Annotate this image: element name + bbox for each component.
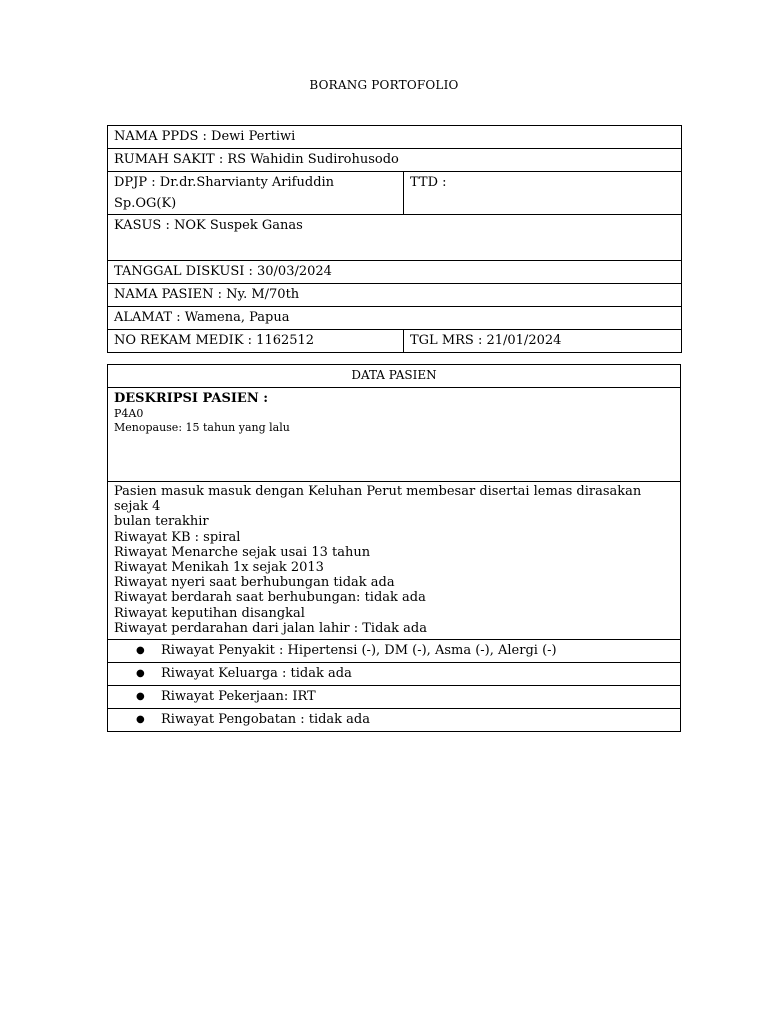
table-row (108, 686, 681, 709)
history-line: Riwayat keputihan disangkal (114, 605, 305, 621)
page-title: BORANG PORTOFOLIO (309, 78, 459, 92)
bullet-item-riwayat-pengobatan (108, 709, 681, 732)
rumah-sakit-cell: RUMAH SAKIT : RS Wahidin Sudirohusodo (108, 149, 682, 172)
history-line: Riwayat nyeri saat berhubungan tidak ada (114, 575, 395, 591)
ttd-cell: TTD : (404, 172, 682, 215)
bullet-icon: ● (136, 668, 145, 679)
bullet-text: Riwayat Keluarga : tidak ada (161, 666, 352, 681)
table-row (108, 307, 682, 330)
table-row (108, 663, 681, 686)
history-line: Riwayat KB : spiral (114, 529, 241, 545)
deskripsi-line: Menopause: 15 tahun yang lalu (114, 421, 290, 434)
history-line: Riwayat berdarah saat berhubungan: tidak ada (114, 590, 426, 606)
history-line: Riwayat Menikah 1x sejak 2013 (114, 560, 324, 576)
info-table (107, 125, 682, 353)
table-row (108, 284, 682, 307)
table-row (108, 365, 681, 388)
history-line: Riwayat perdarahan dari jalan lahir : Tidak ada (114, 620, 427, 636)
table-row (108, 215, 682, 261)
nama-pasien-cell: NAMA PASIEN : Ny. M/70th (108, 284, 682, 307)
tanggal-diskusi-cell: TANGGAL DISKUSI : 30/03/2024 (108, 261, 682, 284)
data-pasien-header: DATA PASIEN (108, 365, 681, 388)
table-row (108, 388, 681, 482)
bullet-text: Riwayat Penyakit : Hipertensi (-), DM (-), Asma (-), Alergi (-) (161, 643, 557, 658)
table-row (108, 330, 682, 353)
tgl-mrs-cell: TGL MRS : 21/01/2024 (404, 330, 682, 353)
deskripsi-cell (108, 388, 681, 482)
table-row (108, 640, 681, 663)
table-row (108, 482, 681, 640)
table-row (108, 172, 682, 215)
table-row (108, 709, 681, 732)
bullet-item-riwayat-pekerjaan (108, 686, 681, 709)
bullet-icon: ● (136, 714, 145, 725)
alamat-cell: ALAMAT : Wamena, Papua (108, 307, 682, 330)
bullet-icon: ● (136, 691, 145, 702)
history-line: Riwayat Menarche sejak usai 13 tahun (114, 544, 371, 560)
table-row (108, 126, 682, 149)
deskripsi-title: DESKRIPSI PASIEN : (114, 391, 269, 406)
bullet-text: Riwayat Pekerjaan: IRT (161, 689, 316, 704)
table-row (108, 149, 682, 172)
nama-ppds-cell: NAMA PPDS : Dewi Pertiwi (108, 126, 682, 149)
deskripsi-line: P4A0 (114, 407, 144, 420)
bullet-text: Riwayat Pengobatan : tidak ada (161, 712, 371, 727)
data-pasien-table (107, 364, 681, 732)
history-line: bulan terakhir (114, 514, 209, 530)
kasus-cell: KASUS : NOK Suspek Ganas (108, 215, 682, 261)
history-line: Pasien masuk masuk dengan Keluhan Perut membesar disertai lemas dirasakan sejak 4 (114, 484, 642, 515)
bullet-item-riwayat-keluarga (108, 663, 681, 686)
no-rekam-medik-cell: NO REKAM MEDIK : 1162512 (108, 330, 404, 353)
table-row (108, 261, 682, 284)
history-cell (108, 482, 681, 640)
bullet-icon: ● (136, 645, 145, 656)
dpjp-cell: DPJP : Dr.dr.Sharvianty Arifuddin Sp.OG(K) (108, 172, 404, 215)
bullet-item-riwayat-penyakit (108, 640, 681, 663)
